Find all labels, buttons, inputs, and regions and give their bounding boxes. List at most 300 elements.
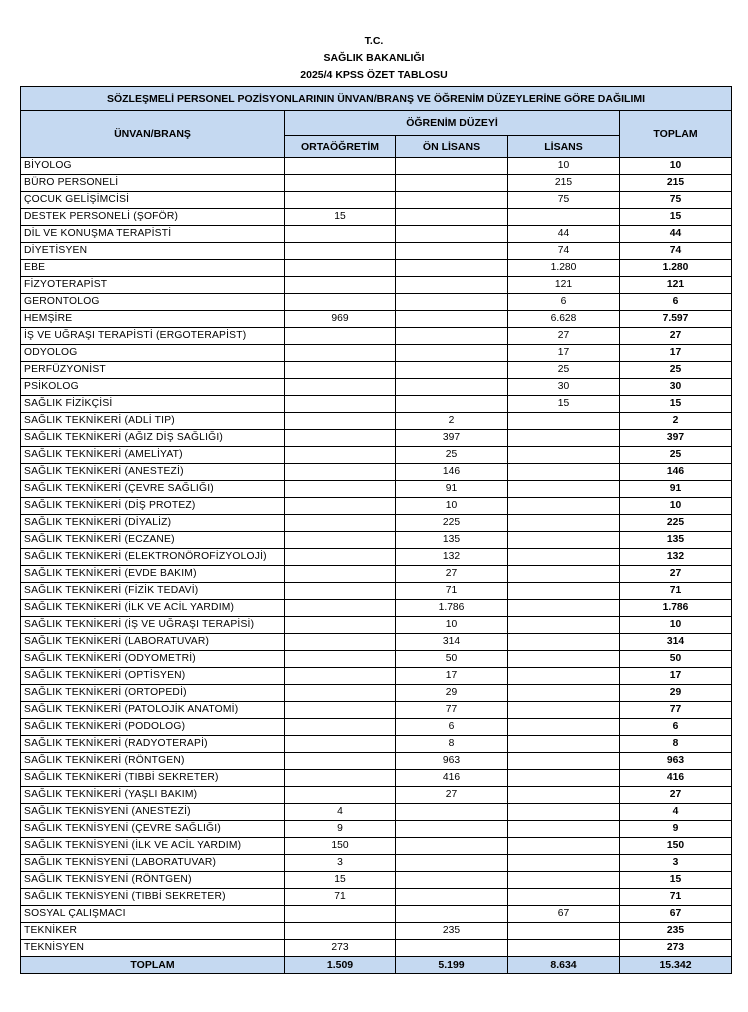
table-row bbox=[21, 481, 732, 498]
row-ortaogretim-cell bbox=[285, 532, 396, 549]
table-row bbox=[21, 634, 732, 651]
row-lisans-cell: 10 bbox=[508, 158, 620, 175]
row-ortaogretim-cell bbox=[285, 226, 396, 243]
header-row-1 bbox=[21, 111, 732, 136]
row-lisans-cell bbox=[508, 600, 620, 617]
table-row bbox=[21, 294, 732, 311]
table-row bbox=[21, 243, 732, 260]
table-row bbox=[21, 787, 732, 804]
row-name-cell: PSİKOLOG bbox=[21, 379, 285, 396]
row-onlisans-cell: 10 bbox=[396, 617, 508, 634]
row-ortaogretim-cell: 150 bbox=[285, 838, 396, 855]
row-ortaogretim-cell bbox=[285, 243, 396, 260]
row-onlisans-cell: 91 bbox=[396, 481, 508, 498]
distribution-table bbox=[20, 86, 732, 974]
row-name-cell: SAĞLIK TEKNİKERİ (ORTOPEDİ) bbox=[21, 685, 285, 702]
row-ortaogretim-cell: 273 bbox=[285, 940, 396, 957]
row-total-cell: 146 bbox=[620, 464, 732, 481]
table-row bbox=[21, 736, 732, 753]
row-ortaogretim-cell bbox=[285, 702, 396, 719]
row-lisans-cell bbox=[508, 515, 620, 532]
table-row bbox=[21, 379, 732, 396]
row-name-cell: TEKNİSYEN bbox=[21, 940, 285, 957]
row-onlisans-cell: 71 bbox=[396, 583, 508, 600]
totals-lisans: 8.634 bbox=[508, 957, 620, 974]
table-row bbox=[21, 498, 732, 515]
row-name-cell: SAĞLIK TEKNİKERİ (AMELİYAT) bbox=[21, 447, 285, 464]
totals-row bbox=[21, 957, 732, 974]
row-ortaogretim-cell bbox=[285, 498, 396, 515]
row-lisans-cell bbox=[508, 464, 620, 481]
row-name-cell: SAĞLIK TEKNİSYENİ (LABORATUVAR) bbox=[21, 855, 285, 872]
row-ortaogretim-cell bbox=[285, 651, 396, 668]
row-total-cell: 27 bbox=[620, 328, 732, 345]
row-onlisans-cell bbox=[396, 889, 508, 906]
table-row bbox=[21, 651, 732, 668]
row-ortaogretim-cell: 969 bbox=[285, 311, 396, 328]
row-name-cell: SAĞLIK TEKNİKERİ (OPTİSYEN) bbox=[21, 668, 285, 685]
row-lisans-cell bbox=[508, 940, 620, 957]
row-ortaogretim-cell: 71 bbox=[285, 889, 396, 906]
row-lisans-cell bbox=[508, 209, 620, 226]
table-row bbox=[21, 923, 732, 940]
row-total-cell: 71 bbox=[620, 583, 732, 600]
row-name-cell: SAĞLIK TEKNİKERİ (ÇEVRE SAĞLIĞI) bbox=[21, 481, 285, 498]
table-row bbox=[21, 362, 732, 379]
row-total-cell: 150 bbox=[620, 838, 732, 855]
row-lisans-cell bbox=[508, 923, 620, 940]
row-ortaogretim-cell bbox=[285, 379, 396, 396]
row-name-cell: SAĞLIK TEKNİKERİ (RÖNTGEN) bbox=[21, 753, 285, 770]
table-row bbox=[21, 753, 732, 770]
row-total-cell: 215 bbox=[620, 175, 732, 192]
row-name-cell: SAĞLIK TEKNİKERİ (AĞIZ DİŞ SAĞLIĞI) bbox=[21, 430, 285, 447]
row-onlisans-cell bbox=[396, 294, 508, 311]
row-total-cell: 9 bbox=[620, 821, 732, 838]
row-onlisans-cell: 235 bbox=[396, 923, 508, 940]
row-lisans-cell bbox=[508, 447, 620, 464]
row-total-cell: 27 bbox=[620, 787, 732, 804]
row-total-cell: 15 bbox=[620, 396, 732, 413]
header-line-tc: T.C. bbox=[364, 35, 384, 47]
row-name-cell: SAĞLIK TEKNİKERİ (PATOLOJİK ANATOMİ) bbox=[21, 702, 285, 719]
table-row bbox=[21, 328, 732, 345]
row-total-cell: 7.597 bbox=[620, 311, 732, 328]
row-name-cell: BÜRO PERSONELİ bbox=[21, 175, 285, 192]
row-lisans-cell bbox=[508, 855, 620, 872]
row-total-cell: 397 bbox=[620, 430, 732, 447]
row-onlisans-cell: 10 bbox=[396, 498, 508, 515]
row-ortaogretim-cell bbox=[285, 345, 396, 362]
row-ortaogretim-cell bbox=[285, 515, 396, 532]
row-onlisans-cell: 416 bbox=[396, 770, 508, 787]
row-name-cell: SAĞLIK TEKNİKERİ (İŞ VE UĞRAŞI TERAPİSİ) bbox=[21, 617, 285, 634]
row-onlisans-cell: 1.786 bbox=[396, 600, 508, 617]
row-name-cell: ÇOCUK GELİŞİMCİSİ bbox=[21, 192, 285, 209]
row-name-cell: SAĞLIK TEKNİSYENİ (RÖNTGEN) bbox=[21, 872, 285, 889]
row-onlisans-cell: 8 bbox=[396, 736, 508, 753]
row-lisans-cell bbox=[508, 413, 620, 430]
row-name-cell: DESTEK PERSONELİ (ŞOFÖR) bbox=[21, 209, 285, 226]
row-total-cell: 963 bbox=[620, 753, 732, 770]
row-lisans-cell: 6.628 bbox=[508, 311, 620, 328]
row-lisans-cell bbox=[508, 753, 620, 770]
table-row bbox=[21, 668, 732, 685]
row-lisans-cell bbox=[508, 651, 620, 668]
row-onlisans-cell bbox=[396, 175, 508, 192]
row-lisans-cell bbox=[508, 821, 620, 838]
row-ortaogretim-cell bbox=[285, 396, 396, 413]
row-onlisans-cell bbox=[396, 362, 508, 379]
table-row bbox=[21, 583, 732, 600]
row-lisans-cell bbox=[508, 736, 620, 753]
table-row bbox=[21, 702, 732, 719]
table-row bbox=[21, 940, 732, 957]
row-onlisans-cell: 77 bbox=[396, 702, 508, 719]
table-row bbox=[21, 719, 732, 736]
table-row bbox=[21, 617, 732, 634]
table-row bbox=[21, 226, 732, 243]
row-name-cell: SAĞLIK TEKNİKERİ (FİZİK TEDAVİ) bbox=[21, 583, 285, 600]
row-onlisans-cell bbox=[396, 311, 508, 328]
row-onlisans-cell: 397 bbox=[396, 430, 508, 447]
table-row bbox=[21, 906, 732, 923]
row-lisans-cell bbox=[508, 549, 620, 566]
row-total-cell: 27 bbox=[620, 566, 732, 583]
row-ortaogretim-cell bbox=[285, 362, 396, 379]
row-lisans-cell: 6 bbox=[508, 294, 620, 311]
row-ortaogretim-cell bbox=[285, 430, 396, 447]
row-name-cell: SOSYAL ÇALIŞMACI bbox=[21, 906, 285, 923]
row-ortaogretim-cell: 15 bbox=[285, 209, 396, 226]
row-ortaogretim-cell: 9 bbox=[285, 821, 396, 838]
table-row bbox=[21, 396, 732, 413]
row-lisans-cell bbox=[508, 889, 620, 906]
row-ortaogretim-cell: 3 bbox=[285, 855, 396, 872]
row-onlisans-cell bbox=[396, 226, 508, 243]
row-name-cell: SAĞLIK TEKNİKERİ (İLK VE ACİL YARDIM) bbox=[21, 600, 285, 617]
row-total-cell: 71 bbox=[620, 889, 732, 906]
row-lisans-cell: 215 bbox=[508, 175, 620, 192]
table-row bbox=[21, 515, 732, 532]
row-onlisans-cell: 135 bbox=[396, 532, 508, 549]
row-lisans-cell bbox=[508, 566, 620, 583]
row-ortaogretim-cell bbox=[285, 719, 396, 736]
row-name-cell: SAĞLIK TEKNİKERİ (LABORATUVAR) bbox=[21, 634, 285, 651]
row-name-cell: PERFÜZYONİST bbox=[21, 362, 285, 379]
table-caption: SÖZLEŞMELİ PERSONEL POZİSYONLARININ ÜNVAN/BRANŞ VE ÖĞRENİM DÜZEYLERİNE GÖRE DAĞILIMI bbox=[21, 87, 732, 111]
row-lisans-cell: 67 bbox=[508, 906, 620, 923]
row-total-cell: 416 bbox=[620, 770, 732, 787]
table-row bbox=[21, 566, 732, 583]
row-name-cell: EBE bbox=[21, 260, 285, 277]
row-total-cell: 91 bbox=[620, 481, 732, 498]
table-caption-row bbox=[21, 87, 732, 111]
row-total-cell: 3 bbox=[620, 855, 732, 872]
table-row bbox=[21, 277, 732, 294]
row-name-cell: SAĞLIK TEKNİKERİ (ADLİ TIP) bbox=[21, 413, 285, 430]
row-lisans-cell bbox=[508, 719, 620, 736]
row-total-cell: 10 bbox=[620, 158, 732, 175]
row-total-cell: 17 bbox=[620, 345, 732, 362]
row-name-cell: SAĞLIK TEKNİKERİ (TIBBİ SEKRETER) bbox=[21, 770, 285, 787]
row-onlisans-cell: 29 bbox=[396, 685, 508, 702]
row-lisans-cell: 25 bbox=[508, 362, 620, 379]
row-lisans-cell: 30 bbox=[508, 379, 620, 396]
table-row bbox=[21, 413, 732, 430]
row-name-cell: HEMŞİRE bbox=[21, 311, 285, 328]
row-name-cell: DİL VE KONUŞMA TERAPİSTİ bbox=[21, 226, 285, 243]
row-total-cell: 6 bbox=[620, 719, 732, 736]
column-header-unvan: ÜNVAN/BRANŞ bbox=[21, 111, 285, 158]
row-lisans-cell bbox=[508, 804, 620, 821]
row-lisans-cell bbox=[508, 872, 620, 889]
row-lisans-cell bbox=[508, 634, 620, 651]
totals-onlisans: 5.199 bbox=[396, 957, 508, 974]
row-onlisans-cell bbox=[396, 940, 508, 957]
row-lisans-cell: 74 bbox=[508, 243, 620, 260]
row-lisans-cell bbox=[508, 498, 620, 515]
row-total-cell: 4 bbox=[620, 804, 732, 821]
row-ortaogretim-cell bbox=[285, 617, 396, 634]
row-ortaogretim-cell bbox=[285, 464, 396, 481]
row-name-cell: SAĞLIK TEKNİKERİ (PODOLOG) bbox=[21, 719, 285, 736]
row-onlisans-cell bbox=[396, 379, 508, 396]
row-lisans-cell: 44 bbox=[508, 226, 620, 243]
row-name-cell: İŞ VE UĞRAŞI TERAPİSTİ (ERGOTERAPİST) bbox=[21, 328, 285, 345]
row-total-cell: 75 bbox=[620, 192, 732, 209]
row-total-cell: 29 bbox=[620, 685, 732, 702]
row-lisans-cell bbox=[508, 787, 620, 804]
row-ortaogretim-cell bbox=[285, 685, 396, 702]
table-row bbox=[21, 804, 732, 821]
row-onlisans-cell bbox=[396, 396, 508, 413]
row-total-cell: 15 bbox=[620, 209, 732, 226]
row-name-cell: TEKNİKER bbox=[21, 923, 285, 940]
row-onlisans-cell bbox=[396, 345, 508, 362]
row-name-cell: SAĞLIK TEKNİKERİ (ECZANE) bbox=[21, 532, 285, 549]
row-ortaogretim-cell: 15 bbox=[285, 872, 396, 889]
row-total-cell: 25 bbox=[620, 362, 732, 379]
row-total-cell: 314 bbox=[620, 634, 732, 651]
row-onlisans-cell bbox=[396, 855, 508, 872]
row-total-cell: 2 bbox=[620, 413, 732, 430]
table-row bbox=[21, 600, 732, 617]
row-name-cell: ODYOLOG bbox=[21, 345, 285, 362]
row-ortaogretim-cell bbox=[285, 753, 396, 770]
row-ortaogretim-cell bbox=[285, 923, 396, 940]
row-onlisans-cell: 27 bbox=[396, 566, 508, 583]
row-onlisans-cell: 50 bbox=[396, 651, 508, 668]
row-total-cell: 225 bbox=[620, 515, 732, 532]
row-total-cell: 17 bbox=[620, 668, 732, 685]
row-onlisans-cell bbox=[396, 821, 508, 838]
row-ortaogretim-cell bbox=[285, 634, 396, 651]
column-header-onlisans: ÖN LİSANS bbox=[396, 136, 508, 158]
row-onlisans-cell: 17 bbox=[396, 668, 508, 685]
row-onlisans-cell: 963 bbox=[396, 753, 508, 770]
row-ortaogretim-cell bbox=[285, 583, 396, 600]
row-name-cell: SAĞLIK TEKNİKERİ (ODYOMETRİ) bbox=[21, 651, 285, 668]
row-ortaogretim-cell bbox=[285, 668, 396, 685]
row-name-cell: SAĞLIK TEKNİKERİ (EVDE BAKIM) bbox=[21, 566, 285, 583]
row-total-cell: 1.786 bbox=[620, 600, 732, 617]
row-lisans-cell bbox=[508, 838, 620, 855]
totals-ortaogretim: 1.509 bbox=[285, 957, 396, 974]
row-onlisans-cell bbox=[396, 906, 508, 923]
row-ortaogretim-cell bbox=[285, 277, 396, 294]
row-onlisans-cell: 6 bbox=[396, 719, 508, 736]
column-header-toplam: TOPLAM bbox=[620, 111, 732, 158]
row-lisans-cell bbox=[508, 532, 620, 549]
row-total-cell: 8 bbox=[620, 736, 732, 753]
row-ortaogretim-cell: 4 bbox=[285, 804, 396, 821]
row-total-cell: 50 bbox=[620, 651, 732, 668]
row-name-cell: SAĞLIK TEKNİKERİ (DİŞ PROTEZ) bbox=[21, 498, 285, 515]
row-lisans-cell bbox=[508, 685, 620, 702]
row-onlisans-cell bbox=[396, 243, 508, 260]
header-line-title: 2025/4 KPSS ÖZET TABLOSU bbox=[300, 69, 448, 81]
row-total-cell: 273 bbox=[620, 940, 732, 957]
row-onlisans-cell bbox=[396, 277, 508, 294]
row-onlisans-cell bbox=[396, 872, 508, 889]
row-ortaogretim-cell bbox=[285, 566, 396, 583]
table-row bbox=[21, 855, 732, 872]
row-ortaogretim-cell bbox=[285, 260, 396, 277]
row-ortaogretim-cell bbox=[285, 906, 396, 923]
row-lisans-cell bbox=[508, 702, 620, 719]
row-onlisans-cell bbox=[396, 209, 508, 226]
row-ortaogretim-cell bbox=[285, 158, 396, 175]
row-total-cell: 77 bbox=[620, 702, 732, 719]
row-onlisans-cell: 25 bbox=[396, 447, 508, 464]
row-ortaogretim-cell bbox=[285, 770, 396, 787]
row-lisans-cell: 27 bbox=[508, 328, 620, 345]
table-row bbox=[21, 685, 732, 702]
row-ortaogretim-cell bbox=[285, 549, 396, 566]
column-header-lisans: LİSANS bbox=[508, 136, 620, 158]
row-ortaogretim-cell bbox=[285, 328, 396, 345]
row-ortaogretim-cell bbox=[285, 447, 396, 464]
row-name-cell: SAĞLIK TEKNİKERİ (ANESTEZİ) bbox=[21, 464, 285, 481]
table-row bbox=[21, 447, 732, 464]
row-name-cell: SAĞLIK TEKNİKERİ (ELEKTRONÖROFİZYOLOJİ) bbox=[21, 549, 285, 566]
row-name-cell: SAĞLIK TEKNİSYENİ (İLK VE ACİL YARDIM) bbox=[21, 838, 285, 855]
row-name-cell: SAĞLIK TEKNİSYENİ (ANESTEZİ) bbox=[21, 804, 285, 821]
table-row bbox=[21, 260, 732, 277]
row-ortaogretim-cell bbox=[285, 192, 396, 209]
column-header-ortaogretim: ORTAÖĞRETİM bbox=[285, 136, 396, 158]
row-lisans-cell bbox=[508, 770, 620, 787]
row-name-cell: SAĞLIK TEKNİKERİ (RADYOTERAPİ) bbox=[21, 736, 285, 753]
header-line-ministry: SAĞLIK BAKANLIĞI bbox=[323, 52, 425, 64]
row-name-cell: SAĞLIK TEKNİKERİ (DİYALİZ) bbox=[21, 515, 285, 532]
row-lisans-cell bbox=[508, 583, 620, 600]
row-total-cell: 67 bbox=[620, 906, 732, 923]
row-onlisans-cell bbox=[396, 328, 508, 345]
table-row bbox=[21, 345, 732, 362]
row-lisans-cell: 15 bbox=[508, 396, 620, 413]
row-ortaogretim-cell bbox=[285, 787, 396, 804]
row-lisans-cell bbox=[508, 430, 620, 447]
row-onlisans-cell bbox=[396, 804, 508, 821]
row-total-cell: 74 bbox=[620, 243, 732, 260]
row-onlisans-cell: 27 bbox=[396, 787, 508, 804]
row-name-cell: GERONTOLOG bbox=[21, 294, 285, 311]
row-name-cell: DİYETİSYEN bbox=[21, 243, 285, 260]
row-onlisans-cell bbox=[396, 192, 508, 209]
totals-label: TOPLAM bbox=[21, 957, 285, 974]
row-onlisans-cell bbox=[396, 158, 508, 175]
table-row bbox=[21, 770, 732, 787]
table-row bbox=[21, 464, 732, 481]
row-total-cell: 30 bbox=[620, 379, 732, 396]
table-row bbox=[21, 158, 732, 175]
row-lisans-cell: 75 bbox=[508, 192, 620, 209]
row-name-cell: SAĞLIK FİZİKÇİSİ bbox=[21, 396, 285, 413]
table-row bbox=[21, 175, 732, 192]
table-row bbox=[21, 821, 732, 838]
table-row bbox=[21, 192, 732, 209]
row-total-cell: 235 bbox=[620, 923, 732, 940]
row-total-cell: 15 bbox=[620, 872, 732, 889]
table-row bbox=[21, 549, 732, 566]
row-name-cell: SAĞLIK TEKNİKERİ (YAŞLI BAKIM) bbox=[21, 787, 285, 804]
row-total-cell: 1.280 bbox=[620, 260, 732, 277]
row-name-cell: BİYOLOG bbox=[21, 158, 285, 175]
row-onlisans-cell: 2 bbox=[396, 413, 508, 430]
row-onlisans-cell bbox=[396, 838, 508, 855]
row-onlisans-cell bbox=[396, 260, 508, 277]
row-lisans-cell bbox=[508, 481, 620, 498]
row-lisans-cell: 17 bbox=[508, 345, 620, 362]
row-ortaogretim-cell bbox=[285, 294, 396, 311]
row-ortaogretim-cell bbox=[285, 175, 396, 192]
row-total-cell: 121 bbox=[620, 277, 732, 294]
row-onlisans-cell: 132 bbox=[396, 549, 508, 566]
row-ortaogretim-cell bbox=[285, 481, 396, 498]
row-total-cell: 6 bbox=[620, 294, 732, 311]
table-row bbox=[21, 209, 732, 226]
row-total-cell: 44 bbox=[620, 226, 732, 243]
table-row bbox=[21, 889, 732, 906]
row-name-cell: FİZYOTERAPİST bbox=[21, 277, 285, 294]
row-lisans-cell bbox=[508, 668, 620, 685]
row-total-cell: 10 bbox=[620, 498, 732, 515]
row-ortaogretim-cell bbox=[285, 736, 396, 753]
table-row bbox=[21, 532, 732, 549]
row-ortaogretim-cell bbox=[285, 413, 396, 430]
row-onlisans-cell: 146 bbox=[396, 464, 508, 481]
row-total-cell: 135 bbox=[620, 532, 732, 549]
row-lisans-cell: 121 bbox=[508, 277, 620, 294]
row-lisans-cell: 1.280 bbox=[508, 260, 620, 277]
row-ortaogretim-cell bbox=[285, 600, 396, 617]
row-onlisans-cell: 314 bbox=[396, 634, 508, 651]
row-total-cell: 25 bbox=[620, 447, 732, 464]
table-row bbox=[21, 311, 732, 328]
row-total-cell: 132 bbox=[620, 549, 732, 566]
row-lisans-cell bbox=[508, 617, 620, 634]
table-row bbox=[21, 872, 732, 889]
row-name-cell: SAĞLIK TEKNİSYENİ (ÇEVRE SAĞLIĞI) bbox=[21, 821, 285, 838]
table-row bbox=[21, 838, 732, 855]
row-name-cell: SAĞLIK TEKNİSYENİ (TIBBİ SEKRETER) bbox=[21, 889, 285, 906]
column-group-header-ogrenim: ÖĞRENİM DÜZEYİ bbox=[285, 111, 620, 136]
totals-grand-total: 15.342 bbox=[620, 957, 732, 974]
row-onlisans-cell: 225 bbox=[396, 515, 508, 532]
table-row bbox=[21, 430, 732, 447]
